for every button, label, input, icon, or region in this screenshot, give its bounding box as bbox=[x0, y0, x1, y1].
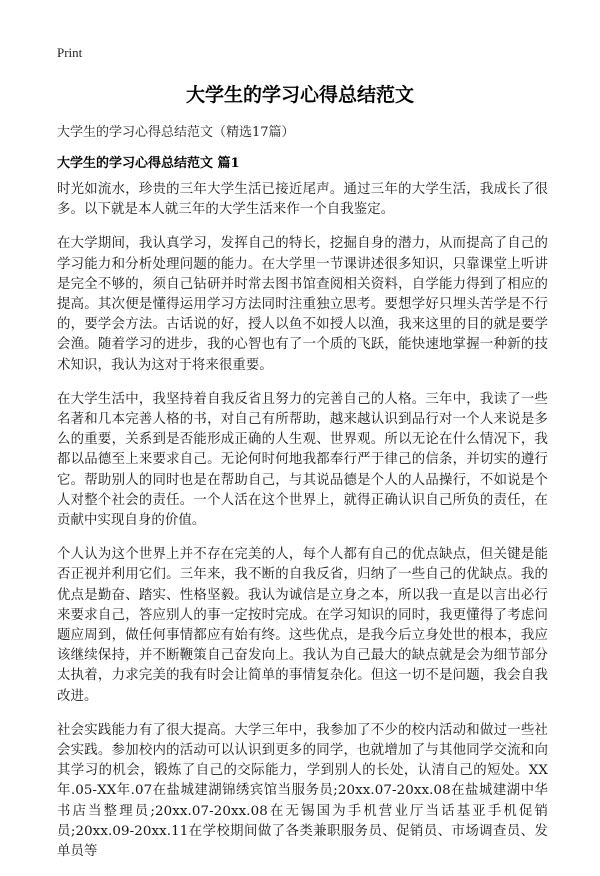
page-title: 大学生的学习心得总结范文 bbox=[185, 84, 414, 106]
article-body bbox=[57, 180, 548, 876]
paragraph: 在大学期间，我认真学习，发挥自己的特长，挖掘自身的潜力，从而提高了自己的学习能力和分析处理问题的能力。在大学里一节课讲述很多知识，只靠课堂上听讲是完全不够的，须自己钻研并时常去图书馆查阅相关资料，自学能力得到了相应的提高。其次便是懂得运用学习方法同时注重独立思考。要想学好只埋头苦学是不行的，要学会方法。古话说的好，授人以鱼不如授人以渔，我来这里的目的就是要学会渔。随着学习的进步，我的心智也有了一个质的飞跃，能快速地掌握一种新的技术知识，我认为这对于将来很重要。 bbox=[57, 236, 548, 373]
document-subtitle: 大学生的学习心得总结范文（精选17篇） bbox=[57, 125, 295, 140]
paragraph: 在大学生活中，我坚持着自我反省且努力的完善自己的人格。三年中，我读了一些名著和几本完善人格的书，对自己有所帮助，越来越认识到品行对一个人来说是多么的重要，关系到是否能形成正确的人生观、世界观。所以无论在什么情况下，我都以品德至上来要求自己。无论何时何地我都奉行严于律己的信条，并切实的遵行它。帮助别人的同时也是在帮助自己，与其说品德是个人的人品操行，不如说是个人对整个社会的责任。一个人活在这个世界上，就得正确认识自己所负的责任，在贡献中实现自身的价值。 bbox=[57, 391, 548, 529]
print-link[interactable]: Print bbox=[57, 45, 83, 60]
section-heading: 大学生的学习心得总结范文 篇1 bbox=[57, 156, 240, 171]
paragraph: 社会实践能力有了很大提高。大学三年中，我参加了不少的校内活动和做过一些社会实践。参加校内的活动可以认识到更多的同学，也就增加了与其他同学交流和向其学习的机会，锻炼了自己的交际能力，学到别人的长处，认清自己的短处。XX年.05-XX年.07在盐城建湖锦绣宾馆当服务员;20xx.07-20xx.08在盐城建湖中华书店当整理员;20xx.07-20xx.08在无锡国为手机营业厅当话基亚手机促销员;20xx.09-20xx.11在学校期间做了各类兼职服务员、促销员、市场调查员、发单员等 bbox=[57, 722, 548, 860]
paragraph: 时光如流水，珍贵的三年大学生活已接近尾声。通过三年的大学生活，我成长了很多。以下就是本人就三年的大学生活来作一个自我鉴定。 bbox=[57, 182, 548, 218]
paragraph: 个人认为这个世界上并不存在完美的人，每个人都有自己的优点缺点，但关键是能否正视并利用它们。三年来，我不断的自我反省，归纳了一些自己的优缺点。我的优点是勤奋、踏实、性格坚毅。我认为诚信是立身之本，所以我一直是以言出必行来要求自己，答应别人的事一定按时完成。在学习知识的同时，我更懂得了考虑问题应周到，做任何事情都应有始有终。这些优点，是我今后立身处世的根本，我应该继续保持，并不断鞭策自己奋发向上。我认为自己最大的缺点就是会为细节部分太执着，力求完美的我有时会让简单的事情复杂化。但这一切不是问题，我会自我改进。 bbox=[57, 547, 548, 704]
